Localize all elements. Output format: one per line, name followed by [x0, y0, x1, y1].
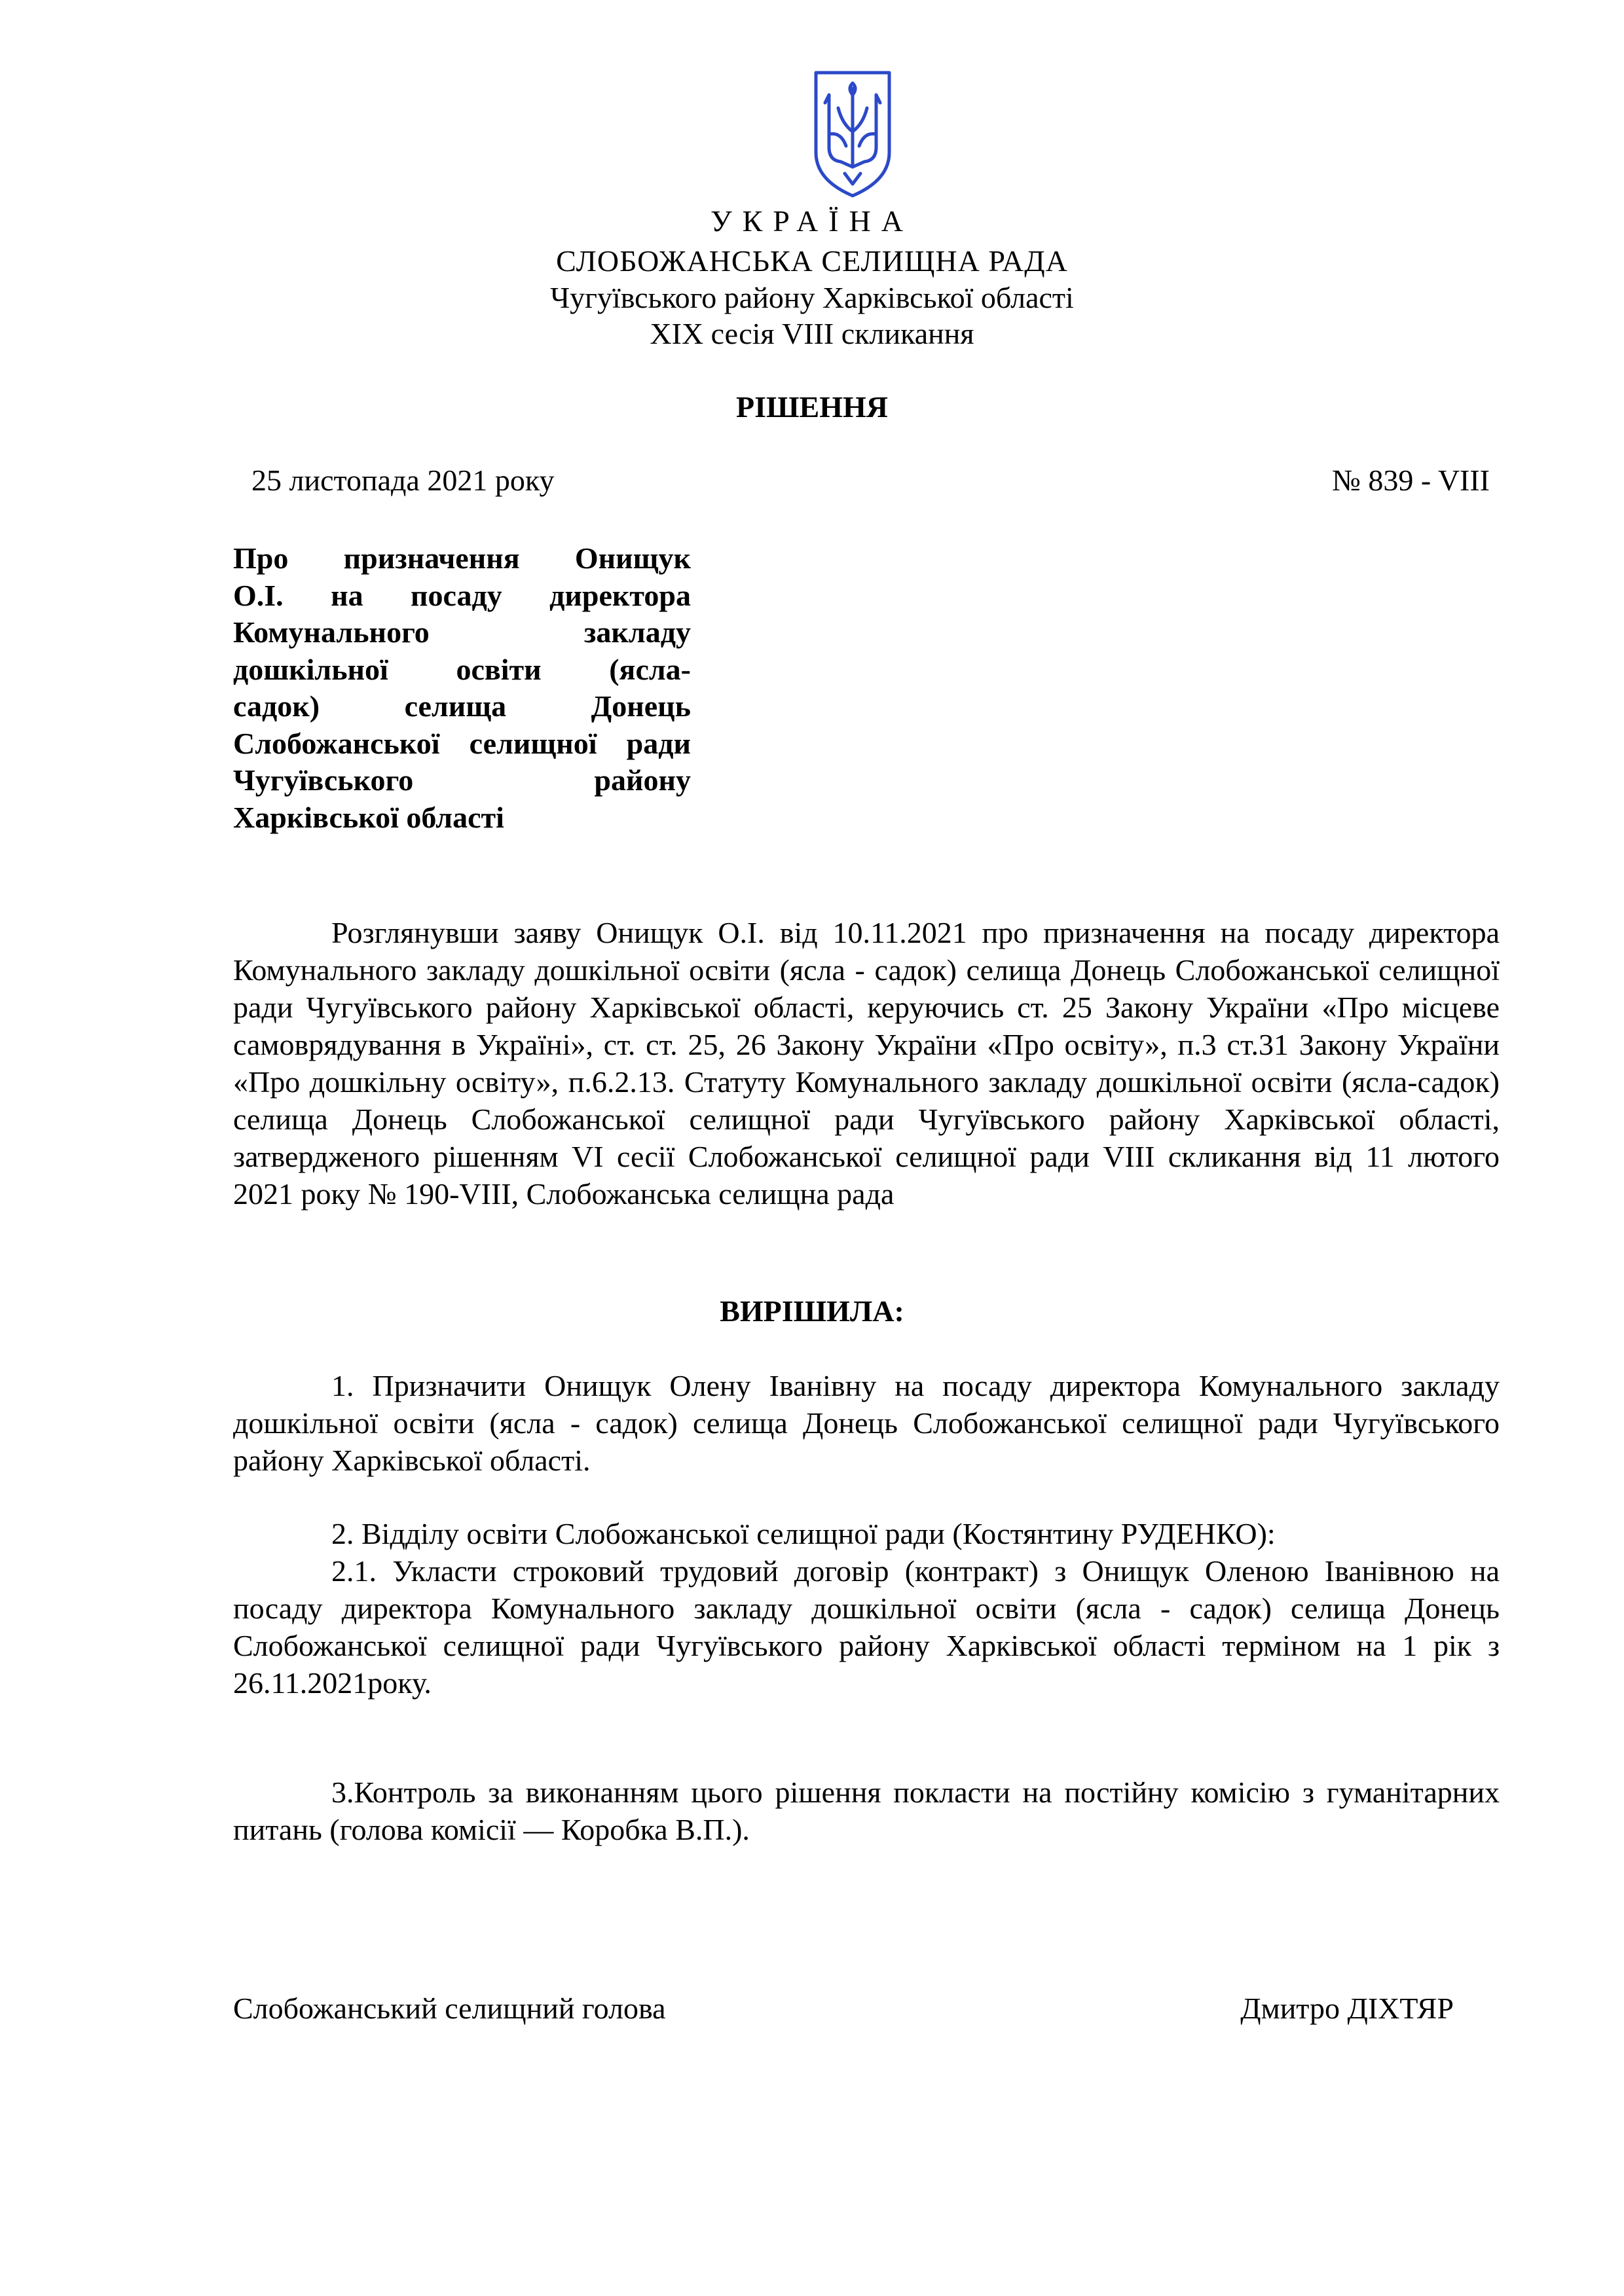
- signature-name: Дмитро ДІХТЯР: [1240, 1992, 1454, 2025]
- district-heading: Чугуївського району Харківської області: [550, 281, 1074, 314]
- subject-line: Чугуївського району: [233, 763, 691, 797]
- signature-position: Слобожанський селищний голова: [233, 1992, 666, 2025]
- subject-line: Комунального закладу: [233, 615, 691, 649]
- decision-item-1: 1. Призначити Онищук Олену Іванівну на посаду директора Комунального закладу дошкільної освіти (ясла - садок) селища Донець Слобожанської селищної ради Чугуївського району Харківської області.: [233, 1369, 1500, 1477]
- subject-line: садок) селища Донець: [233, 689, 691, 723]
- subject-line: Слобожанської селищної ради: [233, 726, 691, 760]
- preamble-paragraph: Розглянувши заяву Онищук О.І. від 10.11.2021 про призначення на посаду директора Комунального закладу дошкільної освіти (ясла - садок) селища Донець Слобожанської селищної ради Чугуївського району Харківської області, керуючись ст. 25 Закону України «Про місцеве самоврядування в Україні», ст. ст. 25, 26 Закону України «Про освіту», п.3 ст.31 Закону України «Про дошкільну освіту», п.6.2.13. Статуту Комунального закладу дошкільної освіти (ясла-садок) селища Донець Слобожанської селищної ради Чугуївського району Харківської області, затвердженого рішенням VI сесії Слобожанської селищної ради VIII скликання від 11 лютого 2021 року № 190-VIII, Слобожанська селищна рада: [233, 916, 1500, 1211]
- country-heading: УКРАЇНА: [710, 204, 913, 238]
- trident-coat-of-arms-icon: [812, 69, 893, 200]
- decision-item-2-1: 2.1. Укласти строковий трудовий договір (контракт) з Онищук Оленою Іванівною на посаду директора Комунального закладу дошкільної освіти (ясла - садок) селища Донець Слобожанської селищної ради Чугуївського району Харківської області терміном на 1 рік з 26.11.2021року.: [233, 1554, 1500, 1700]
- document-type-title: РІШЕННЯ: [736, 390, 888, 424]
- session-heading: XIX сесія VIII скликання: [650, 317, 974, 350]
- decision-subject: [233, 540, 691, 836]
- subject-line: Про призначення Онищук: [233, 541, 691, 575]
- decision-number: № 839 - VIII: [1331, 464, 1490, 497]
- subject-line: О.І. на посаду директора: [233, 578, 691, 612]
- decision-item-2: 2. Відділу освіти Слобожанської селищної ради (Костянтину РУДЕНКО):: [331, 1517, 1276, 1550]
- subject-line: Харківської області: [233, 800, 504, 834]
- council-heading: СЛОБОЖАНСЬКА СЕЛИЩНА РАДА: [556, 244, 1068, 278]
- decided-heading: ВИРІШИЛА:: [720, 1294, 904, 1328]
- decision-item-3: 3.Контроль за виконанням цього рішення покласти на постійну комісію з гуманітарних питань (голова комісії — Коробка В.П.).: [233, 1776, 1500, 1846]
- decision-date: 25 листопада 2021 року: [251, 464, 555, 497]
- subject-line: дошкільної освіти (ясла-: [233, 652, 691, 686]
